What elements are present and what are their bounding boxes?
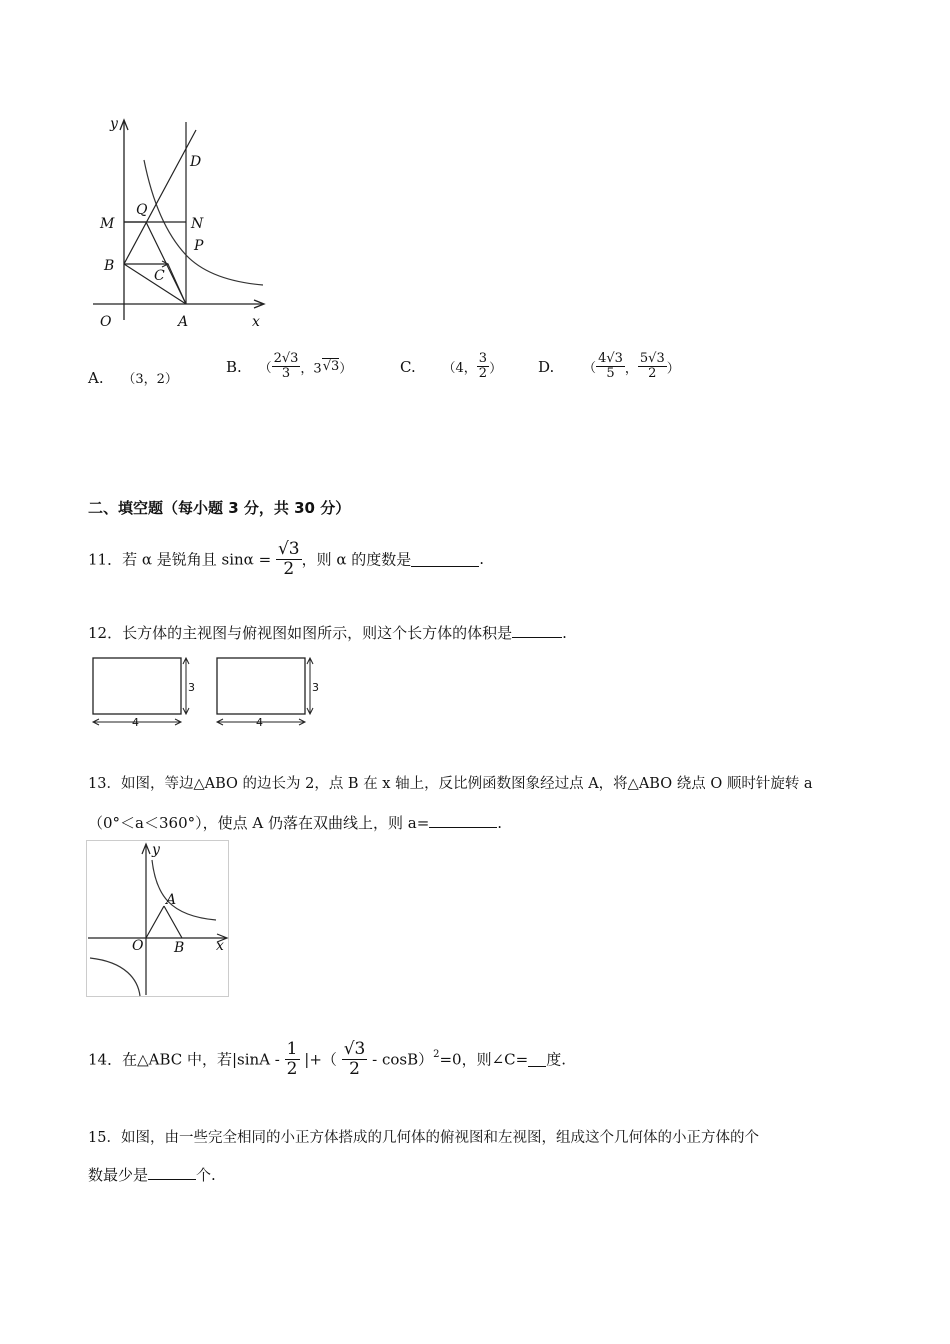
q13-label-o: O [132,938,144,954]
label-o: O [100,314,112,330]
q13-label-x: x [216,938,224,954]
option-d-fraction-2 [638,352,667,382]
option-b-mid: ，3 [300,361,322,377]
option-d-numerator-1: 4√3 [598,351,623,366]
label-b: B [104,258,115,274]
q14-denominator-2: 2 [349,1058,360,1079]
option-b-letter: B. [226,357,242,376]
q11-fraction [276,540,302,578]
q13-label-b: B [174,940,185,956]
q15-end: 个. [196,1166,216,1184]
option-b-denominator: 3 [281,366,291,382]
q10-figure [88,110,273,335]
q12-top-view [212,654,324,730]
q10-options [88,352,728,402]
q11-end: . [479,550,485,569]
q14-denominator-1: 2 [286,1058,298,1079]
q11-numerator: √3 [277,539,300,559]
option-c-numerator: 3 [478,351,488,366]
option-d-fraction-1 [596,352,625,382]
question-15-line-1: 15．如图，由一些完全相同的小正方体搭成的几何体的俯视图和左视图，组成这个几何体的小正方体的个 [88,1130,759,1146]
option-d-sep: ， [624,361,638,377]
option-c-fraction [477,352,489,382]
q12-text: 12．长方体的主视图与俯视图如图所示，则这个长方体的体积是 [88,624,513,642]
option-c[interactable] [400,352,502,382]
label-c: C [154,268,165,284]
q11-denominator: 2 [283,558,295,579]
section-2-heading: 二、填空题（每小题 3 分，共 30 分） [88,499,351,517]
option-d-close: ） [666,361,680,377]
option-b-fraction [272,352,301,382]
q12-answer-blank[interactable] [512,623,562,638]
option-a-letter: A. [88,369,104,387]
q13-side-ab [164,906,182,938]
top-width-label: 4 [256,716,263,729]
label-a: A [178,314,189,330]
line-bd [124,130,196,264]
q14-middle: |+（ [304,1050,337,1069]
q14-numerator-1: 1 [286,1039,298,1059]
option-c-denominator: 2 [478,366,488,382]
q12-front-view [88,654,198,730]
q13-end: . [497,814,503,832]
front-view-rect [93,658,181,714]
q11-text-after: ，则 α 的度数是 [301,550,412,569]
label-p: P [194,238,204,254]
question-14 [88,1040,566,1078]
q14-before: 14．在△ABC 中，若|sinA - [88,1050,280,1069]
option-d-numerator-2: 5√3 [639,351,665,366]
option-d[interactable] [538,352,680,382]
q14-fraction-2 [342,1040,368,1078]
label-x: x [252,314,260,330]
question-11 [88,540,484,578]
option-c-close: ） [489,361,503,377]
question-15-line-2 [88,1164,216,1185]
option-d-denominator-2: 2 [648,366,657,382]
q13-figure [86,840,230,998]
option-b-close: ） [339,361,353,377]
option-b-numerator: 2√3 [273,351,299,366]
q13-side-oa [146,906,164,938]
question-12 [88,622,567,643]
q14-exponent: 2 [433,1049,440,1061]
option-c-letter: C. [400,357,416,376]
question-13-line-1: 13．如图，等边△ABO 的边长为 2，点 B 在 x 轴上，反比例函数图象经过点 A，将△ABO 绕点 O 顺时针旋转 a [88,776,813,792]
q14-fraction-1 [285,1040,300,1078]
q13-answer-blank[interactable] [429,813,497,828]
option-b-open: （ [258,361,272,377]
q14-after: - cosB） [367,1050,434,1069]
q15-answer-blank[interactable] [148,1165,196,1180]
top-view-rect [217,658,305,714]
option-d-open: （ [583,361,597,377]
label-d: D [190,154,202,170]
q13-line-2-text: （0°＜a＜360°），使点 A 仍落在双曲线上，则 a= [88,814,430,832]
front-height-label: 3 [188,681,195,694]
option-c-open: （4， [442,361,477,377]
q13-hyperbola-branch-2 [90,958,140,996]
q13-label-a: A [166,892,177,908]
q14-tail: =0，则∠C= [439,1050,529,1069]
label-n: N [191,216,204,232]
option-a[interactable] [88,368,178,387]
option-a-value: （3，2） [122,372,178,387]
front-width-label: 4 [132,716,139,729]
q11-text-before: 11．若 α 是锐角且 sinα = [88,550,272,569]
question-13-line-2 [88,812,502,833]
q14-numerator-2: √3 [343,1039,366,1059]
q14-end: 度. [546,1050,566,1069]
q11-answer-blank[interactable] [411,552,479,567]
q13-label-y: y [152,842,160,858]
q15-line-2-text: 数最少是 [88,1166,149,1184]
label-m: M [100,216,115,232]
option-d-denominator-1: 5 [606,366,615,382]
q12-end: . [562,624,567,642]
label-q: Q [136,202,148,218]
option-b-radical: √3 [322,359,340,375]
option-b[interactable] [226,352,352,382]
option-d-letter: D. [538,357,555,376]
label-y: y [110,116,118,132]
top-height-label: 3 [312,681,319,694]
q14-answer-blank[interactable] [528,1052,546,1067]
